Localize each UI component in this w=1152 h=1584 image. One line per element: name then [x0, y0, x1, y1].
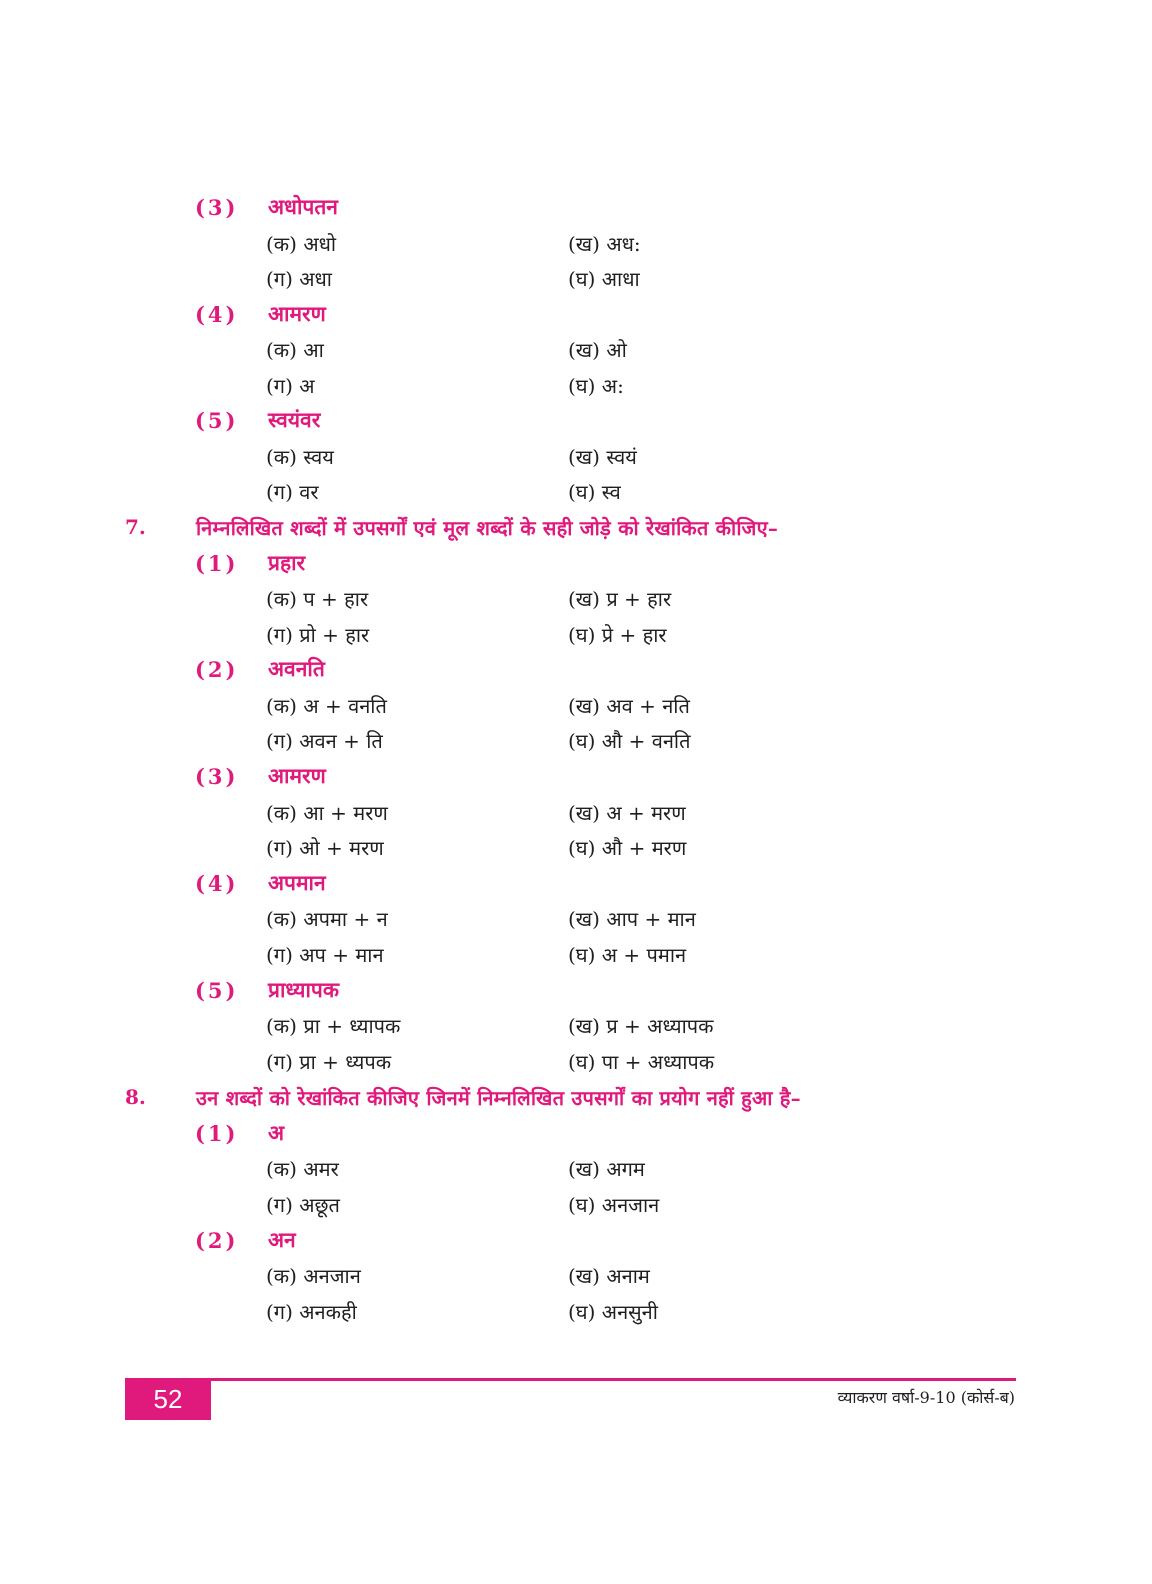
option-ga: (ग) अवन + ति: [266, 728, 383, 753]
option-row: [0, 900, 1152, 936]
option-kha: (ख) अनाम: [568, 1263, 650, 1288]
option-row: [0, 616, 1152, 652]
option-row: [0, 794, 1152, 830]
subquestion-index: (2): [195, 1227, 239, 1253]
option-ka: (क) अनजान: [266, 1263, 361, 1288]
option-ga: (ग) अनकही: [266, 1299, 357, 1324]
option-ga: (ग) वर: [266, 479, 319, 504]
option-kha: (ख) अगम: [568, 1156, 645, 1181]
option-gha: (घ) अनजान: [568, 1192, 660, 1217]
subquestion-index: (1): [195, 1120, 239, 1146]
option-ga: (ग) प्रो + हार: [266, 622, 370, 647]
option-gha: (घ) अ:: [568, 373, 624, 398]
subquestion-row: [0, 1222, 1152, 1258]
subquestion-row: [0, 651, 1152, 687]
option-kha: (ख) प्र + अध्यापक: [568, 1013, 714, 1038]
option-ka: (क) आ: [266, 337, 324, 362]
option-row: [0, 331, 1152, 367]
option-ga: (ग) अप + मान: [266, 942, 384, 967]
option-row: [0, 1007, 1152, 1043]
option-row: [0, 473, 1152, 509]
question-row: [0, 1079, 1152, 1115]
question-text: उन शब्दों को रेखांकित कीजिए जिनमें निम्नलिखित उपसर्गों का प्रयोग नहीं हुआ है–: [196, 1085, 801, 1110]
subquestion-row: [0, 296, 1152, 332]
option-gha: (घ) स्व: [568, 479, 621, 504]
option-gha: (घ) अनसुनी: [568, 1299, 658, 1324]
subquestion-row: [0, 189, 1152, 225]
option-ga: (ग) प्रा + ध्यपक: [266, 1049, 392, 1074]
subquestion-row: [0, 402, 1152, 438]
footer-rule: [211, 1378, 1016, 1381]
subquestion-word: अन: [268, 1227, 296, 1252]
subquestion-index: (4): [195, 301, 239, 327]
subquestion-index: (5): [195, 977, 239, 1003]
option-ka: (क) प + हार: [266, 586, 369, 611]
option-gha: (घ) औ + मरण: [568, 835, 687, 860]
option-row: [0, 1257, 1152, 1293]
subquestion-index: (4): [195, 870, 239, 896]
option-gha: (घ) औ + वनति: [568, 728, 691, 753]
option-row: [0, 225, 1152, 261]
subquestion-word: अ: [268, 1120, 285, 1145]
option-gha: (घ) पा + अध्यापक: [568, 1049, 715, 1074]
option-ka: (क) अ + वनति: [266, 693, 387, 718]
option-kha: (ख) अ + मरण: [568, 800, 686, 825]
subquestion-word: अपमान: [268, 870, 326, 895]
option-row: [0, 722, 1152, 758]
subquestion-word: स्वयंवर: [268, 407, 321, 432]
subquestion-row: [0, 972, 1152, 1008]
option-gha: (घ) अ + पमान: [568, 942, 687, 967]
subquestion-index: (1): [195, 550, 239, 576]
option-ka: (क) स्वय: [266, 444, 334, 469]
question-number: 7.: [125, 515, 146, 539]
option-row: [0, 260, 1152, 296]
option-gha: (घ) प्रे + हार: [568, 622, 667, 647]
option-ga: (ग) अछूत: [266, 1192, 340, 1217]
option-row: [0, 367, 1152, 403]
subquestion-word: आमरण: [268, 301, 326, 326]
subquestion-index: (2): [195, 656, 239, 682]
book-title: व्याकरण वर्षा-9-10 (कोर्स-ब): [837, 1388, 1015, 1407]
subquestion-word: अधोपतन: [268, 194, 338, 219]
subquestion-index: (3): [195, 763, 239, 789]
option-kha: (ख) अव + नति: [568, 693, 690, 718]
option-row: [0, 936, 1152, 972]
option-row: [0, 687, 1152, 723]
option-row: [0, 1186, 1152, 1222]
option-ka: (क) अमर: [266, 1156, 339, 1181]
option-ga: (ग) अधा: [266, 266, 332, 291]
option-kha: (ख) आप + मान: [568, 906, 696, 931]
subquestion-word: आमरण: [268, 763, 326, 788]
subquestion-word: अवनति: [268, 656, 325, 681]
subquestion-index: (3): [195, 194, 239, 220]
question-text: निम्नलिखित शब्दों में उपसर्गों एवं मूल शब्दों के सही जोड़े को रेखांकित कीजिए–: [196, 515, 779, 540]
option-ka: (क) अपमा + न: [266, 906, 388, 931]
option-row: [0, 829, 1152, 865]
page-number-box: [125, 1378, 211, 1420]
option-row: [0, 580, 1152, 616]
subquestion-row: [0, 1115, 1152, 1151]
subquestion-row: [0, 758, 1152, 794]
option-gha: (घ) आधा: [568, 266, 640, 291]
option-row: [0, 1150, 1152, 1186]
question-number: 8.: [125, 1085, 146, 1109]
subquestion-index: (5): [195, 407, 239, 433]
subquestion-row: [0, 545, 1152, 581]
option-row: [0, 438, 1152, 474]
option-row: [0, 1043, 1152, 1079]
subquestion-word: प्राध्यापक: [268, 977, 339, 1002]
question-row: [0, 509, 1152, 545]
option-ga: (ग) अ: [266, 373, 315, 398]
subquestion-row: [0, 865, 1152, 901]
option-ga: (ग) ओ + मरण: [266, 835, 384, 860]
option-kha: (ख) स्वयं: [568, 444, 637, 469]
option-kha: (ख) अध:: [568, 231, 641, 256]
page-number: 52: [153, 1383, 183, 1414]
option-kha: (ख) प्र + हार: [568, 586, 672, 611]
option-ka: (क) अधो: [266, 231, 337, 256]
option-row: [0, 1293, 1152, 1329]
subquestion-word: प्रहार: [268, 550, 306, 575]
option-ka: (क) प्रा + ध्यापक: [266, 1013, 401, 1038]
option-kha: (ख) ओ: [568, 337, 627, 362]
option-ka: (क) आ + मरण: [266, 800, 388, 825]
